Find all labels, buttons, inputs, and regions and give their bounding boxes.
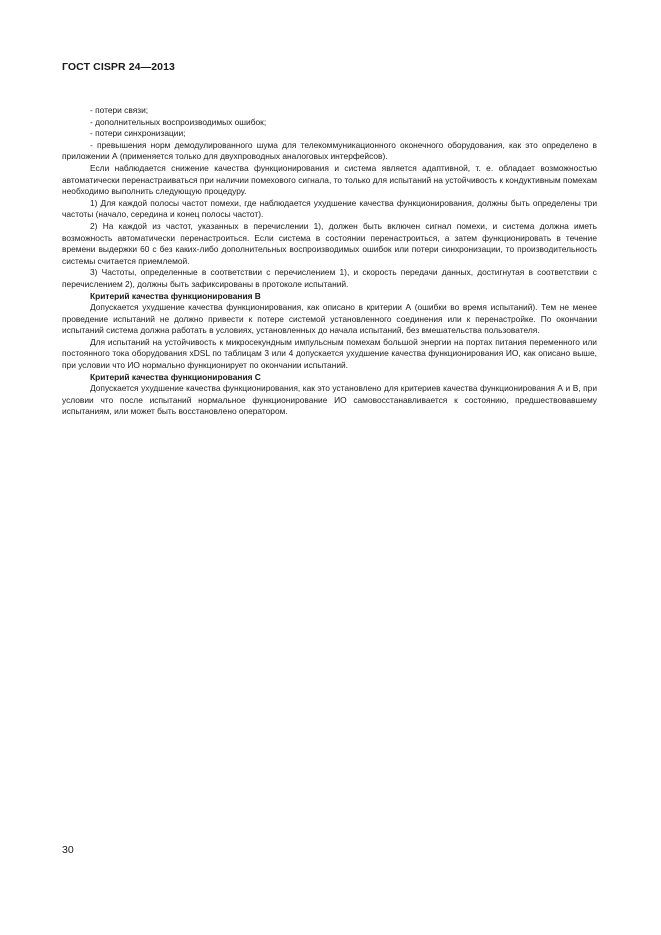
procedure-step-1: 1) Для каждой полосы частот помехи, где наблюдается ухудшение качества функционирования, должны быть определены три частоты (начало, середина и конец полосы частот).: [62, 197, 597, 220]
procedure-step-2: 2) На каждой из частот, указанных в перечислении 1), должен быть включен сигнал помехи, и система должна иметь возможность автоматически перенастроиться. Если система в состоянии перенастроиться, а затем функционировать в течение времени выдержки 60 с без каких-либо дополнительных воспроизводимых ошибок или потери синхронизации, то производительность системы считается приемлемой.: [62, 220, 597, 266]
criterion-c-text: Допускается ухудшение качества функционирования, как это установлено для критериев качества функционирования А и В, при условии что после испытаний нормальное функционирование ИО самовосстанавливается к состоянию, предшествовавшему испытаниям, или может быть восстановлено оператором.: [62, 383, 597, 417]
list-item-reproducible-errors: - дополнительных воспроизводимых ошибок;: [90, 116, 267, 127]
page-number: 30: [62, 844, 74, 856]
list-item-connection-loss: - потери связи;: [90, 105, 149, 115]
list-item-sync-loss: - потери синхронизации;: [90, 128, 186, 139]
procedure-step-3: 3) Частоты, определенные в соответствии с перечислением 1), и скорость передачи данных, достигнутая в соответствии с перечислением 2), должны быть зафиксированы в протоколе испытаний.: [62, 267, 597, 289]
paragraph-adaptive-system: Если наблюдается снижение качества функционирования и система является адаптивной, т. е. обладает возможностью автоматически перенастраиваться при наличии помехового сигнала, то только для испытаний на устойчивость к кондуктивным помехам необходимо выполнить следующую процедуру.: [62, 162, 597, 197]
document-header: ГОСТ CISPR 24—2013: [62, 61, 175, 73]
paragraph-surge-immunity: Для испытаний на устойчивость к микросекундным импульсным помехам большой энергии на портах питания переменного или постоянного тока оборудования xDSL по таблицам 3 или 4 допускается ухудшение качества функционирования ИО, как описано выше, при условии что ИО нормально функционирует по окончании испытаний.: [62, 336, 597, 371]
criterion-b-text: Допускается ухудшение качества функционирования, как описано в критерии А (ошибки во время испытаний). Тем не менее проведение испытаний не должно привести к потере системой установленного соединения или к перенастройке. По окончании испытаний система должна работать в условиях, установленных до начала испытаний, без вмешательства пользователя.: [62, 302, 597, 336]
criterion-b-heading: Критерий качества функционирования В: [90, 290, 261, 301]
list-item-noise-exceed: - превышения норм демодулированного шума для телекоммуникационного оконечного оборудования, как это определено в приложении А (применяется только для двухпроводных аналоговых интерфейсов).: [62, 139, 597, 162]
criterion-c-heading: Критерий качества функционирования С: [90, 371, 261, 382]
document-body: [62, 105, 597, 418]
